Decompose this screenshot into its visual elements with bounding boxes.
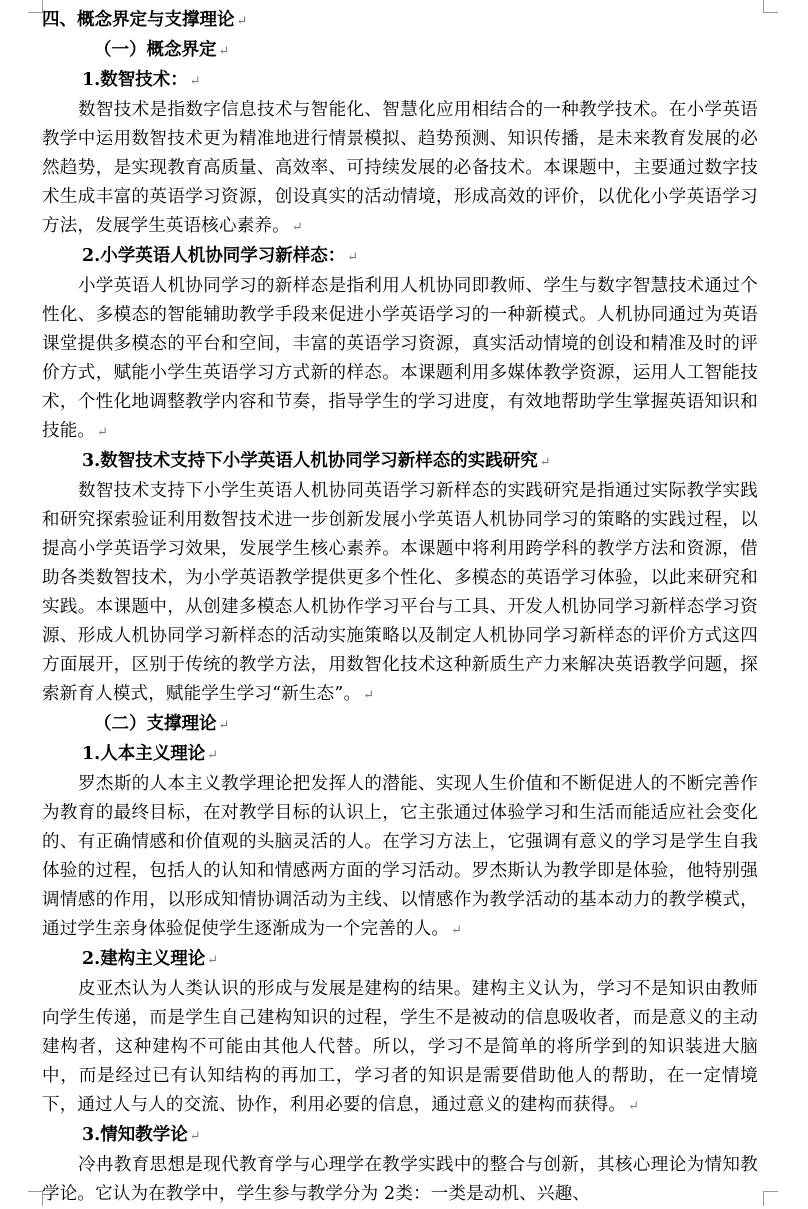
theory-heading: 2.建构主义理论 ↵ — [42, 945, 758, 975]
paragraph-mark-icon — [540, 455, 551, 470]
paragraph-mark-icon — [292, 220, 303, 235]
theory-paragraph: 冷冉教育思想是现代教育学与心理学在教学实践中的整合与创新，其核心理论为情知教学论。它认为在教学中，学生参与教学分为 2类：一类是动机、兴趣、 — [42, 1155, 758, 1204]
paragraph-mark-icon — [207, 953, 218, 968]
paragraph-mark-icon — [97, 425, 108, 440]
theory-heading: 1.人本主义理论 ↵ — [42, 740, 758, 770]
subsection-heading: （一）概念界定 ↵ — [42, 36, 758, 66]
concept-heading: 2.小学英语人机协同学习新样态： ↵ — [42, 242, 758, 272]
theory-paragraph: 罗杰斯的人本主义教学理论把发挥人的潜能、实现人生价值和不断促进人的不断完善作为教育的最终目标，在对教学目标的认识上，它主张通过体验学习和生活而能适应社会变化的、有正确情感和价值观的头脑灵活的人。在学习方法上，它强调有意义的学习是学生自我体验的过程，包括人的认知和情感两方面的学习活动。罗杰斯认为教学即是体验，他特别强调情感的作用，以形成知情协调活动为主线、以情感作为教学活动的基本动力的教学模式，通过学生亲身体验促使学生逐渐成为一个完善的人。 ↵ — [42, 770, 758, 945]
concept-heading: 1.数智技术： ↵ — [42, 66, 758, 96]
paragraph-mark-icon — [190, 1129, 201, 1144]
crop-mark-top-right — [763, 0, 778, 13]
paragraph-mark-icon — [363, 688, 374, 703]
paragraph-mark-icon — [219, 44, 230, 59]
paragraph-mark-icon — [237, 14, 248, 29]
section-heading: 四、概念界定与支撑理论 ↵ — [42, 6, 758, 36]
concept-paragraph: 数智技术支持下小学生英语人机协同英语学习新样态的实践研究是指通过实际教学实践和研究探索验证利用数智技术进一步创新发展小学英语人机协同学习的策略的实践过程，以提高小学英语学习效果，发展学生核心素养。本课题中将利用跨学科的教学方法和资源，借助各类数智技术，为小学英语教学提供更多个性化、多模态的英语学习体验，以此来研究和实践。本课题中，从创建多模态人机协作学习平台与工具、开发人机协同学习新样态学习资源、形成人机协同学习新样态的活动实施策略以及制定人机协同学习新样态的评价方式这四方面展开，区别于传统的教学方法，用数智化技术这种新质生产力来解决英语教学问题，探索新育人模式，赋能学生学习“新生态”。 ↵ — [42, 477, 758, 710]
paragraph-mark-icon — [190, 74, 201, 89]
paragraph-mark-icon — [451, 923, 462, 938]
concept-paragraph: 小学英语人机协同学习的新样态是指利用人机协同即教师、学生与数字智慧技术通过个性化、多模态的智能辅助教学手段来促进小学英语学习的一种新模式。人机协同通过为英语课堂提供多模态的平台和空间，丰富的英语学习资源，真实活动情境的创设和精准及时的评价方式，赋能小学生英语学习方式新的样态。本课题利用多媒体教学资源，运用人工智能技术，个性化地调整教学内容和节奏，指导学生的学习进度，有效地帮助学生掌握英语知识和技能。 ↵ — [42, 272, 758, 447]
theory-paragraph: 皮亚杰认为人类认识的形成与发展是建构的结果。建构主义认为，学习不是知识由教师向学生传递，而是学生自己建构知识的过程，学生不是被动的信息吸收者，而是意义的主动建构者，这种建构不可能由其他人代替。所以，学习不是简单的将所学到的知识装进大脑中，而是经过已有认知结构的再加工，学习者的知识是需要借助他人的帮助，在一定情境下，通过人与人的交流、协作，利用必要的信息，通过意义的建构而获得。 ↵ — [42, 975, 758, 1121]
subsection-heading: （二）支撑理论 ↵ — [42, 710, 758, 740]
paragraph-mark-icon — [347, 250, 358, 265]
paragraph-mark-icon — [207, 748, 218, 763]
concept-paragraph: 数智技术是指数字信息技术与智能化、智慧化应用相结合的一种教学技术。在小学英语教学中运用数智技术更为精准地进行情景模拟、趋势预测、知识传播，是未来教育发展的必然趋势，是实现教育高质量、高效率、可持续发展的必备技术。本课题中，主要通过数字技术生成丰富的英语学习资源，创设真实的活动情境，形成高效的评价，以优化小学英语学习方法，发展学生英语核心素养。 ↵ — [42, 96, 758, 242]
document-page — [42, 6, 758, 1209]
concept-heading: 3.数智技术支持下小学英语人机协同学习新样态的实践研究 ↵ — [42, 447, 758, 477]
theory-heading: 3.情知教学论 ↵ — [42, 1121, 758, 1151]
crop-mark-top-left — [28, 0, 43, 13]
paragraph-mark-icon — [219, 718, 230, 733]
paragraph-mark-icon — [628, 1099, 639, 1114]
